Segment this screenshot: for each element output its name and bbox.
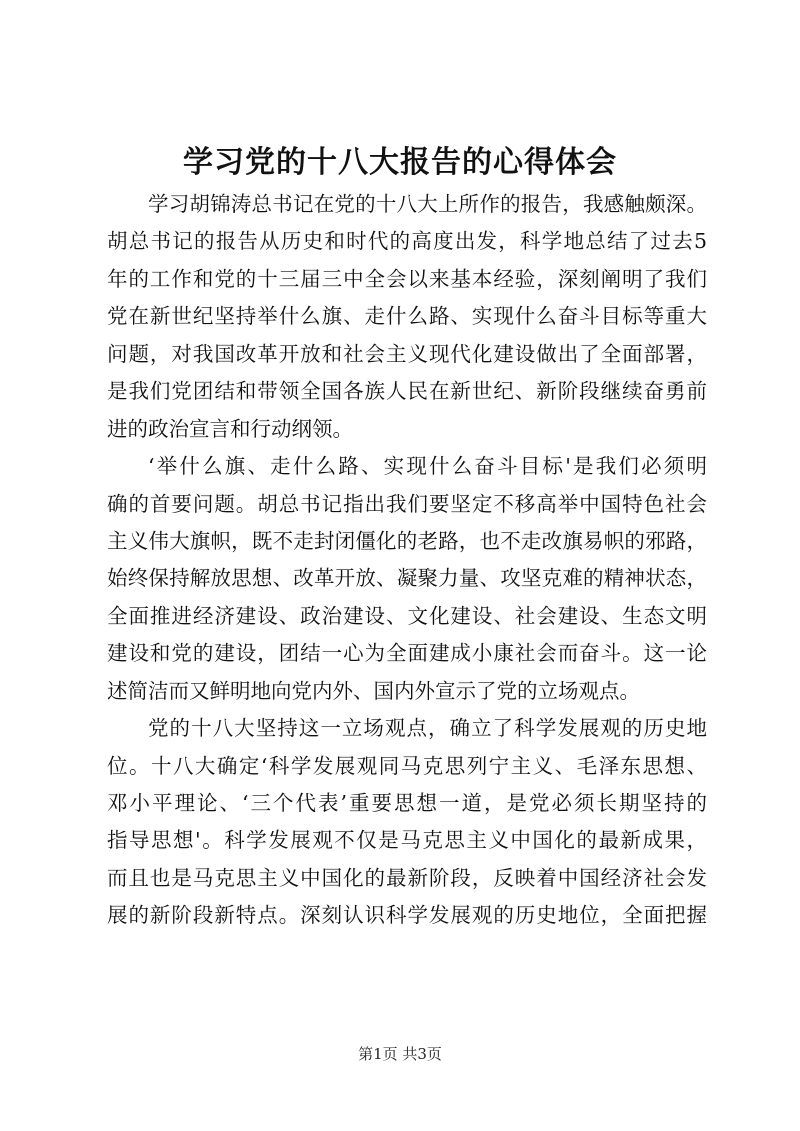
paragraph-3-line-4: 指导思想'。科学发展观不仅是马克思主义中国化的最新成果， — [107, 828, 707, 853]
document-title: 学习党的十八大报告的心得体会 — [183, 145, 617, 180]
paragraph-2-line-2: 确的首要问题。胡总书记指出我们要坚定不移高举中国特色社会 — [107, 491, 707, 516]
paragraph-1-line-7: 进的政治宣言和行动纲领。 — [107, 416, 353, 441]
paragraph-3-line-5: 而且也是马克思主义中国化的最新阶段，反映着中国经济社会发 — [107, 865, 707, 890]
paragraph-3-line-1: 党的十八大坚持这一立场观点，确立了科学发展观的历史地 — [148, 716, 707, 741]
document-body — [107, 186, 707, 935]
paragraph-2-line-3: 主义伟大旗帜，既不走封闭僵化的老路，也不走改旗易帜的邪路， — [107, 528, 707, 553]
paragraph-1-line-1: 学习胡锦涛总书记在党的十八大上所作的报告，我感触颇深。 — [148, 192, 707, 216]
paragraph-2-line-6: 建设和党的建设，团结一心为全面建成小康社会而奋斗。这一论 — [107, 641, 707, 666]
paragraph-1-line-6: 是我们党团结和带领全国各族人民在新世纪、新阶段继续奋勇前 — [107, 379, 707, 404]
paragraph-3-line-3: 邓小平理论、‘三个代表’重要思想一道，是党必须长期坚持的 — [107, 791, 707, 815]
paragraph-2-line-4: 始终保持解放思想、改革开放、凝聚力量、攻坚克难的精神状态， — [107, 566, 707, 591]
paragraph-3-line-6: 展的新阶段新特点。深刻认识科学发展观的历史地位，全面把握 — [107, 903, 707, 928]
paragraph-1-line-4: 党在新世纪坚持举什么旗、走什么路、实现什么奋斗目标等重大 — [107, 304, 707, 329]
page-number-footer: 第1页 共3页 — [358, 1045, 442, 1063]
paragraph-1-line-5: 问题，对我国改革开放和社会主义现代化建设做出了全面部署， — [107, 341, 707, 366]
paragraph-2-line-7: 述简洁而又鲜明地向党内外、国内外宣示了党的立场观点。 — [107, 678, 640, 703]
paragraph-1-line-3: 年的工作和党的十三届三中全会以来基本经验，深刻阐明了我们 — [107, 266, 707, 291]
paragraph-1-line-2: 胡总书记的报告从历史和时代的高度出发，科学地总结了过去5 — [107, 229, 707, 254]
paragraph-3-line-2: 位。十八大确定‘科学发展观同马克思列宁主义、毛泽东思想、 — [107, 753, 707, 778]
paragraph-2-line-1: ‘举什么旗、走什么路、实现什么奋斗目标'是我们必须明 — [148, 454, 707, 479]
paragraph-2-line-5: 全面推进经济建设、政治建设、文化建设、社会建设、生态文明 — [107, 603, 707, 628]
